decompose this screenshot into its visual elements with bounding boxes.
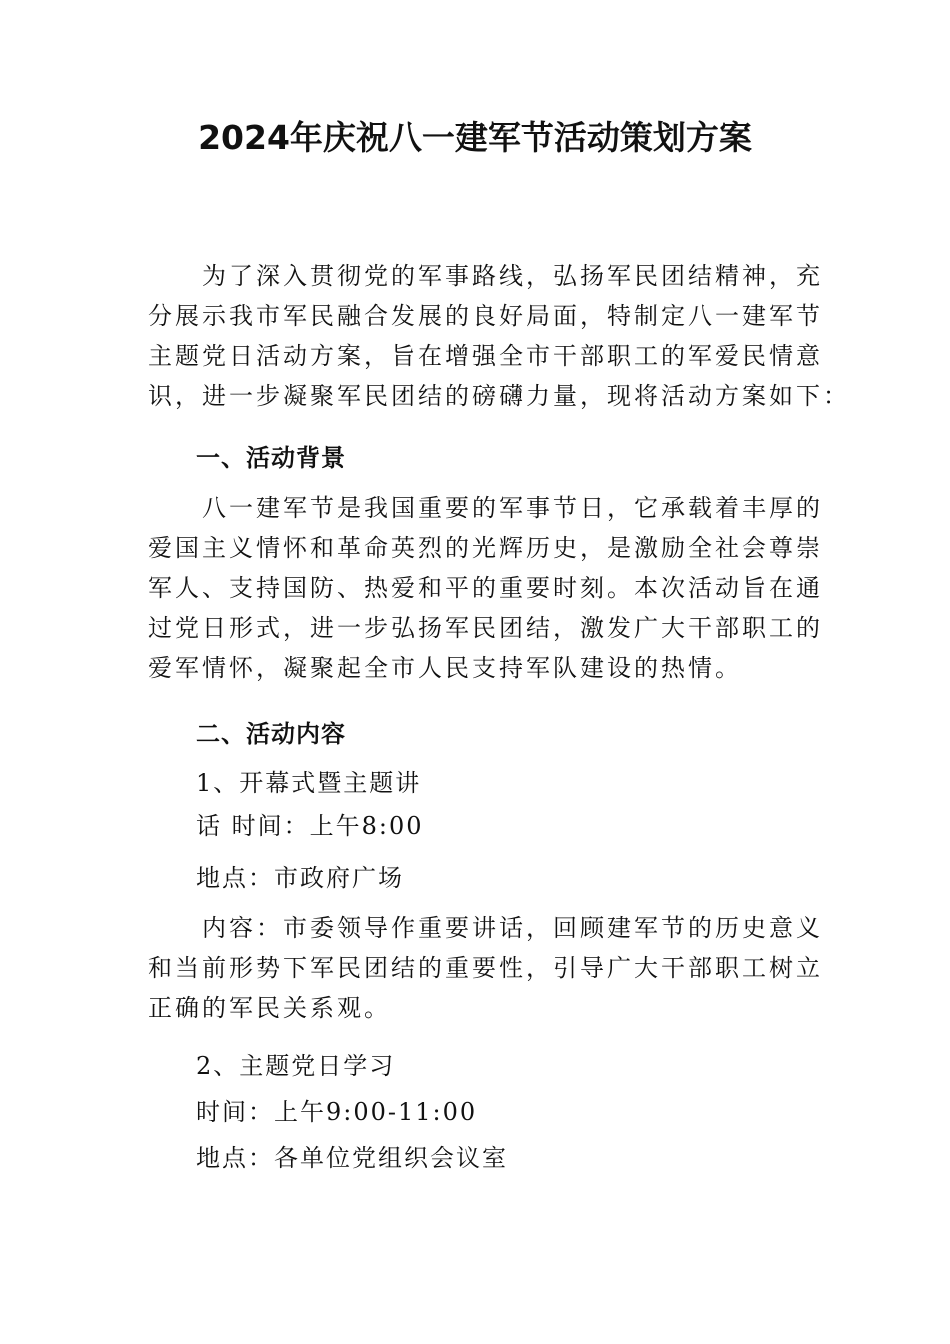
background-line: 军人、支持国防、热爱和平的重要时刻。本次活动旨在通	[148, 574, 823, 602]
background-line: 八一建军节是我国重要的军事节日，它承载着丰厚的	[148, 494, 823, 522]
section-heading-content: 二、活动内容	[196, 720, 346, 748]
item2-place: 地点：各单位党组织会议室	[196, 1144, 508, 1172]
item1-content-line: 内容：市委领导作重要讲话，回顾建军节的历史意义	[148, 914, 823, 942]
item1-content-line: 和当前形势下军民团结的重要性，引导广大干部职工树立	[148, 954, 823, 982]
intro-line: 分展示我市军民融合发展的良好局面，特制定八一建军节	[148, 302, 823, 330]
item1-time: 话 时间：上午8:00	[196, 812, 424, 840]
item1-content-line: 正确的军民关系观。	[148, 994, 391, 1022]
item2-time: 时间：上午9:00-11:00	[196, 1098, 478, 1126]
intro-paragraph	[148, 256, 850, 416]
item2-title: 2、主题党日学习	[196, 1052, 396, 1080]
item1-title: 1、开幕式暨主题讲	[196, 769, 422, 797]
item1-content-paragraph	[148, 908, 823, 1028]
intro-line: 主题党日活动方案，旨在增强全市干部职工的军爱民情意	[148, 342, 823, 370]
background-paragraph	[148, 488, 823, 688]
background-line: 爱军情怀，凝聚起全市人民支持军队建设的热情。	[148, 654, 742, 682]
document-title: 2024年庆祝八一建军节活动策划方案	[198, 118, 752, 157]
background-line: 爱国主义情怀和革命英烈的光辉历史，是激励全社会尊崇	[148, 534, 823, 562]
intro-line: 为了深入贯彻党的军事路线，弘扬军民团结精神，充	[148, 262, 823, 290]
item1-place: 地点：市政府广场	[196, 864, 404, 892]
intro-line: 识，进一步凝聚军民团结的磅礴力量，现将活动方案如下：	[148, 382, 850, 410]
section-heading-background: 一、活动背景	[196, 444, 346, 472]
background-line: 过党日形式，进一步弘扬军民团结，激发广大干部职工的	[148, 614, 823, 642]
